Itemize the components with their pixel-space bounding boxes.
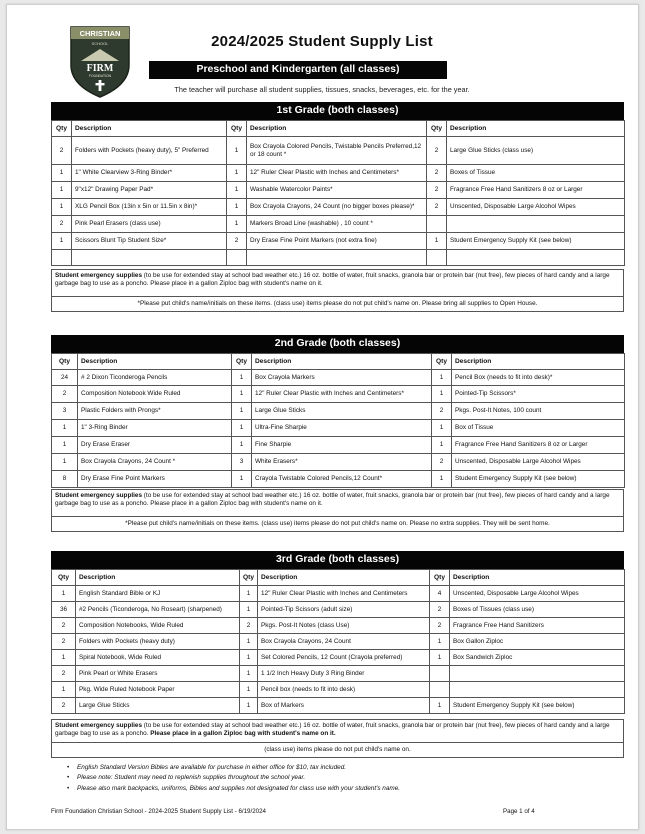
item-description: Pkgs. Post-It Notes (class Use)	[258, 618, 430, 634]
grade1-heading: 1st Grade (both classes)	[51, 102, 624, 120]
item-qty: 2	[427, 199, 447, 216]
grade1-supply-table	[51, 120, 625, 266]
item-description: Plastic Folders with Prongs*	[78, 403, 232, 420]
item-qty: 1	[427, 233, 447, 250]
item-description: Student Emergency Supply Kit (see below)	[452, 471, 625, 488]
item-description: Pointed-Tip Scissors (adult size)	[258, 602, 430, 618]
footer-right: Page 1 of 4	[503, 808, 535, 815]
table-header-row	[52, 570, 625, 586]
logo-middle-text: SCHOOL	[91, 41, 109, 46]
grade2-emergency-note	[51, 489, 624, 517]
description-header: Description	[72, 121, 227, 137]
grade3-emergency-note	[51, 719, 624, 743]
description-header: Description	[247, 121, 427, 137]
item-description: Pencil box (needs to fit into desk)	[258, 682, 430, 698]
item-qty: 2	[427, 137, 447, 165]
item-qty: 2	[240, 618, 258, 634]
item-qty: 1	[227, 199, 247, 216]
item-description: Dry Erase Eraser	[78, 437, 232, 454]
item-qty	[227, 250, 247, 266]
table-header-row	[52, 121, 625, 137]
item-qty: 1	[227, 182, 247, 199]
item-qty	[52, 250, 72, 266]
item-description: Large Glue Sticks (class use)	[447, 137, 625, 165]
item-description: Student Emergency Supply Kit (see below)	[450, 698, 625, 714]
item-qty: 1	[52, 199, 72, 216]
prek-note: The teacher will purchase all student supplies, tissues, snacks, beverages, etc. for the year.	[174, 85, 470, 94]
qty-header: Qty	[52, 570, 76, 586]
item-description: # 2 Dixon Ticonderoga Pencils	[78, 370, 232, 386]
grade1-emergency-text: (to be use for extended stay at school bad weather etc.) 16 oz. bottle of water, fruit snacks, granola bar or protein bar (nut free), few pieces of hard candy and a large garbage bag to use as a poncho. Please place in a gallon Ziploc bag with student's name on it.	[55, 272, 610, 288]
item-qty: 1	[232, 437, 252, 454]
item-description: Box of Tissue	[452, 420, 625, 437]
description-header: Description	[452, 354, 625, 370]
table-row	[52, 437, 625, 454]
item-qty: 4	[430, 586, 450, 602]
item-qty: 1	[232, 403, 252, 420]
table-row	[52, 698, 625, 714]
table-row	[52, 182, 625, 199]
item-qty: 2	[52, 137, 72, 165]
grade2-heading: 2nd Grade (both classes)	[51, 335, 624, 353]
item-description: Spiral Notebook, Wide Ruled	[76, 650, 240, 666]
table-row	[52, 650, 625, 666]
item-description: Boxes of Tissue	[447, 165, 625, 182]
table-row	[52, 471, 625, 488]
table-row	[52, 682, 625, 698]
table-row	[52, 370, 625, 386]
item-description: Box Gallon Ziploc	[450, 634, 625, 650]
item-qty: 2	[52, 216, 72, 233]
qty-header: Qty	[52, 121, 72, 137]
item-description: Unscented, Disposable Large Alcohol Wipes	[450, 586, 625, 602]
grade3-supply-table	[51, 569, 625, 714]
item-description	[72, 250, 227, 266]
item-description: Fine Sharpie	[252, 437, 432, 454]
item-description: Box Crayola Colored Pencils, Twistable Pencils Preferred,12 or 18 count *	[247, 137, 427, 165]
item-description: Box Crayola Crayons, 24 Count (no bigger boxes please)*	[247, 199, 427, 216]
table-row	[52, 586, 625, 602]
item-qty: 1	[52, 165, 72, 182]
item-description: 12" Ruler Clear Plastic with Inches and Centimeters*	[252, 386, 432, 403]
item-description	[447, 250, 625, 266]
item-description: Large Glue Sticks	[252, 403, 432, 420]
qty-header: Qty	[427, 121, 447, 137]
table-row	[52, 216, 625, 233]
item-qty: 1	[240, 586, 258, 602]
item-description: Composition Notebooks, Wide Ruled	[76, 618, 240, 634]
logo-sub-text: FOUNDATION	[88, 74, 112, 78]
item-qty: 1	[232, 471, 252, 488]
item-description	[447, 216, 625, 233]
item-qty: 1	[430, 634, 450, 650]
table-row	[52, 233, 625, 250]
item-description: Box Crayola Crayons, 24 Count *	[78, 454, 232, 471]
table-row	[52, 403, 625, 420]
grade3-emergency-bold-tail: Please place in a gallon Ziploc bag with student's name on it.	[150, 730, 336, 738]
item-qty: 1	[432, 370, 452, 386]
footer-left: Firm Foundation Christian School - 2024-2025 Student Supply List - 6/19/2024	[51, 808, 266, 815]
item-description	[450, 666, 625, 682]
item-qty: 2	[427, 182, 447, 199]
item-qty: 1	[227, 216, 247, 233]
item-description: Pkgs. Post-It Notes, 100 count	[452, 403, 625, 420]
item-description: Fragrance Free Hand Sanitizers 8 oz or Larger	[452, 437, 625, 454]
logo-top-text: CHRISTIAN	[79, 29, 121, 38]
item-description: 12" Ruler Clear Plastic with Inches and Centimeters*	[247, 165, 427, 182]
document-page	[6, 4, 639, 830]
table-row	[52, 634, 625, 650]
qty-header: Qty	[430, 570, 450, 586]
item-qty: 1	[240, 682, 258, 698]
item-description: Pencil Box (needs to fit into desk)*	[452, 370, 625, 386]
grade2-name-note: *Please put child's name/initials on these items. (class use) items please do not put child's name on. Please no extra supplies. They will be sent home.	[51, 517, 624, 532]
item-qty	[427, 250, 447, 266]
item-description	[450, 682, 625, 698]
item-description: 12" Ruler Clear Plastic with Inches and Centimeters	[258, 586, 430, 602]
item-description: XLG Pencil Box (13in x 5in or 11.5in x 8in)*	[72, 199, 227, 216]
item-description: White Erasers*	[252, 454, 432, 471]
item-description: Student Emergency Supply Kit (see below)	[447, 233, 625, 250]
item-qty: 1	[52, 454, 78, 471]
description-header: Description	[258, 570, 430, 586]
item-description: Pink Pearl Erasers (class use)	[72, 216, 227, 233]
grade3-emergency-label: Student emergency supplies	[55, 722, 143, 729]
item-description: Dry Erase Fine Point Markers	[78, 471, 232, 488]
item-description: Box Crayola Markers	[252, 370, 432, 386]
item-description: Box Sandwich Ziploc	[450, 650, 625, 666]
item-description: Folders with Pockets (heavy duty), 5" Preferred	[72, 137, 227, 165]
item-qty: 36	[52, 602, 76, 618]
item-description: Box of Markers	[258, 698, 430, 714]
table-row	[52, 386, 625, 403]
item-description: Pointed-Tip Scissors*	[452, 386, 625, 403]
item-description: Pkg. Wide Ruled Notebook Paper	[76, 682, 240, 698]
grade3-heading: 3rd Grade (both classes)	[51, 551, 624, 569]
item-qty: 1	[430, 650, 450, 666]
item-description: Pink Pearl or White Erasers	[76, 666, 240, 682]
item-qty: 2	[52, 386, 78, 403]
item-description: Ultra-Fine Sharpie	[252, 420, 432, 437]
table-row	[52, 602, 625, 618]
item-qty: 2	[52, 698, 76, 714]
table-row	[52, 420, 625, 437]
item-qty: 1	[232, 420, 252, 437]
item-description: Fragrance Free Hand Sanitizers	[450, 618, 625, 634]
table-row	[52, 137, 625, 165]
item-description: Box Crayola Crayons, 24 Count	[258, 634, 430, 650]
item-qty: 1	[240, 698, 258, 714]
note-item: • Please also mark backpacks, uniforms, Bibles and supplies not designated for class use with your student's name.	[67, 784, 401, 792]
grade3-name-note: (class use) items please do not put child's name on.	[51, 743, 624, 758]
note-item: • Please note: Student may need to replenish supplies throughout the school year.	[67, 774, 306, 782]
grade2-supply-table	[51, 353, 625, 488]
table-header-row	[52, 354, 625, 370]
item-qty: 1	[232, 386, 252, 403]
item-qty: 1	[240, 634, 258, 650]
grade3-emergency-text: (to be use for extended stay at school bad weather etc.) 16 oz. bottle of water, fruit snacks, granola bar or protein bar (nut free), few pieces of hard candy and a large garbage bag to use as a poncho.	[55, 722, 610, 738]
item-description: Fragrance Free Hand Sanitizers 8 oz or Larger	[447, 182, 625, 199]
item-description: Unscented, Disposable Large Alcohol Wipes	[447, 199, 625, 216]
item-qty: 1	[52, 233, 72, 250]
item-description: Composition Notebook Wide Ruled	[78, 386, 232, 403]
item-description: Folders with Pockets (heavy duty)	[76, 634, 240, 650]
qty-header: Qty	[232, 354, 252, 370]
description-header: Description	[450, 570, 625, 586]
qty-header: Qty	[432, 354, 452, 370]
item-description: Large Glue Sticks	[76, 698, 240, 714]
item-qty	[427, 216, 447, 233]
item-description: 1" 3-Ring Binder	[78, 420, 232, 437]
item-qty: 1	[232, 370, 252, 386]
item-qty: 1	[430, 698, 450, 714]
note-item: • English Standard Version Bibles are available for purchase in either office for $10, tax included.	[67, 764, 347, 771]
item-qty: 1	[432, 437, 452, 454]
grade1-name-note: *Please put child's name/initials on these items. (class use) items please do not put child's name on. Please bring all supplies to Open House.	[51, 297, 624, 312]
item-qty: 2	[432, 403, 452, 420]
item-qty: 2	[432, 454, 452, 471]
description-header: Description	[76, 570, 240, 586]
item-qty: 1	[52, 586, 76, 602]
item-description: 1 1/2 Inch Heavy Duty 3 Ring Binder	[258, 666, 430, 682]
description-header: Description	[447, 121, 625, 137]
qty-header: Qty	[240, 570, 258, 586]
qty-header: Qty	[227, 121, 247, 137]
item-description: 9"x12" Drawing Paper Pad*	[72, 182, 227, 199]
item-description: Boxes of Tissues (class use)	[450, 602, 625, 618]
grade2-emergency-label: Student emergency supplies	[55, 492, 143, 499]
item-qty: 2	[52, 618, 76, 634]
item-qty: 1	[240, 650, 258, 666]
item-description: English Standard Bible or KJ	[76, 586, 240, 602]
item-qty: 2	[52, 666, 76, 682]
notes-list	[67, 763, 401, 794]
grade1-emergency-note	[51, 269, 624, 297]
item-qty: 1	[227, 165, 247, 182]
item-qty	[430, 682, 450, 698]
item-description: Dry Erase Fine Point Markers (not extra fine)	[247, 233, 427, 250]
table-row	[52, 618, 625, 634]
item-qty: 1	[52, 420, 78, 437]
page-title: 2024/2025 Student Supply List	[211, 33, 433, 50]
item-qty: 1	[240, 666, 258, 682]
item-qty: 1	[432, 471, 452, 488]
item-qty: 1	[52, 650, 76, 666]
table-row	[52, 199, 625, 216]
item-qty: 2	[52, 634, 76, 650]
description-header: Description	[78, 354, 232, 370]
grade2-emergency-text: (to be use for extended stay at school bad weather etc.) 16 oz. bottle of water, fruit snacks, granola bar or protein bar (nut free), few pieces of hard candy and a large garbage bag to use as a poncho. Please place in a gallon Ziploc bag with student's name on it.	[55, 492, 610, 508]
item-qty: 8	[52, 471, 78, 488]
table-row	[52, 666, 625, 682]
item-qty: 1	[240, 602, 258, 618]
table-row	[52, 165, 625, 182]
item-description	[247, 250, 427, 266]
description-header: Description	[252, 354, 432, 370]
grade1-emergency-label: Student emergency supplies	[55, 272, 143, 279]
prek-heading: Preschool and Kindergarten (all classes)	[149, 61, 447, 79]
item-qty	[430, 666, 450, 682]
table-row	[52, 250, 625, 266]
item-description: Set Colored Pencils, 12 Count (Crayola preferred)	[258, 650, 430, 666]
logo-main-text: FIRM	[86, 63, 114, 74]
item-qty: 2	[427, 165, 447, 182]
qty-header: Qty	[52, 354, 78, 370]
item-qty: 2	[430, 602, 450, 618]
item-qty: 24	[52, 370, 78, 386]
item-description: Markers Broad Line (washable) , 10 count *	[247, 216, 427, 233]
item-qty: 1	[52, 682, 76, 698]
item-qty: 2	[227, 233, 247, 250]
item-qty: 2	[430, 618, 450, 634]
table-row	[52, 454, 625, 471]
item-description: Washable Watercolor Paints*	[247, 182, 427, 199]
item-qty: 1	[432, 420, 452, 437]
item-qty: 1	[52, 182, 72, 199]
item-qty: 1	[52, 437, 78, 454]
item-description: Crayola Twistable Colored Pencils,12 Count*	[252, 471, 432, 488]
item-qty: 3	[52, 403, 78, 420]
item-qty: 1	[227, 137, 247, 165]
item-qty: 3	[232, 454, 252, 471]
item-description: #2 Pencils (Ticonderoga, No Roseart) (sharpened)	[76, 602, 240, 618]
item-description: Unscented, Disposable Large Alcohol Wipes	[452, 454, 625, 471]
item-qty: 1	[432, 386, 452, 403]
item-description: Scissors Blunt Tip Student Size*	[72, 233, 227, 250]
item-description: 1" White Clearview 3-Ring Binder*	[72, 165, 227, 182]
